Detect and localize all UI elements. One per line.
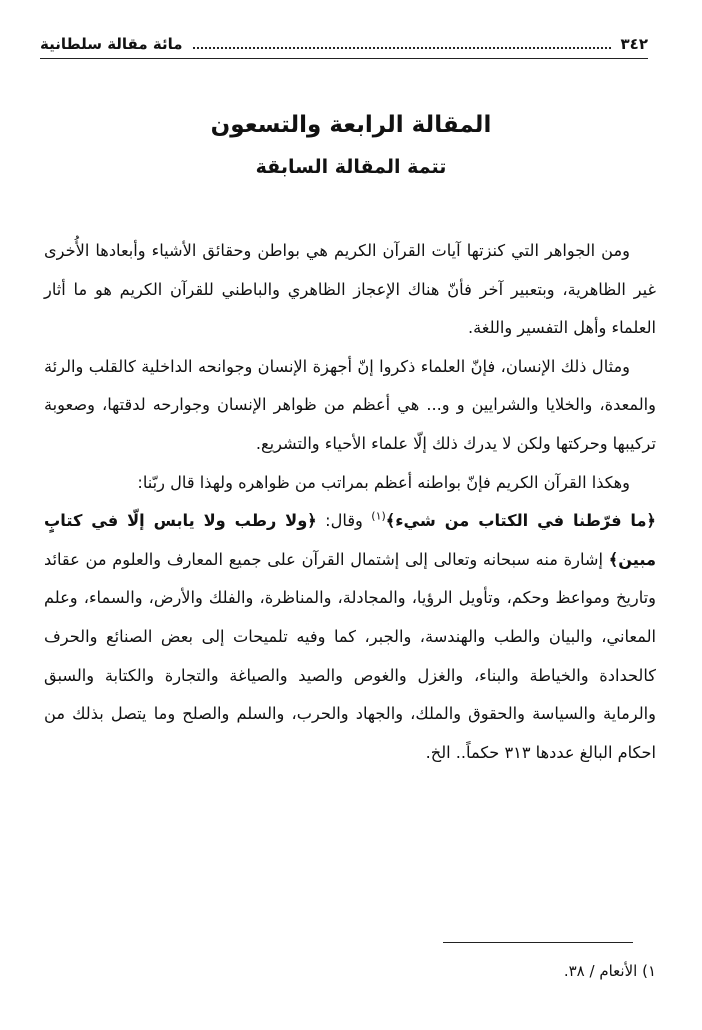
leader-dots	[193, 39, 611, 49]
running-header	[40, 34, 648, 54]
paragraph-1: ومن الجواهر التي كنزتها آيات القرآن الكريم هي بواطن وحقائق الأشياء وأبعادها الأُخرى غير الظاهرية، وبتعبير آخر فأنّ هناك الإعجاز الظاهري والباطني للقرآن الكريم هو ما أثار العلماء وأهل التفسير واللغة.	[44, 241, 656, 338]
book-title: مائة مقالة سلطانية	[40, 35, 183, 53]
page-number: ٣٤٢	[620, 35, 648, 53]
paragraph-3	[44, 464, 656, 503]
paragraph-3-continued	[44, 502, 656, 772]
article-title: المقالة الرابعة والتسعون	[210, 112, 492, 138]
footnote-ref[interactable]: (١)	[371, 509, 386, 523]
paragraph-3-intro: وهكذا القرآن الكريم فإنّ بواطنه أعظم بمراتب من ظواهره ولهذا قال ربّنا:	[137, 472, 630, 492]
article-body	[44, 232, 656, 772]
footnote: ١) الأنعام / ٣٨.	[563, 962, 656, 980]
header-rule	[40, 58, 648, 59]
footnote-rule	[443, 942, 633, 943]
paragraph-3-rest: إشارة منه سبحانه وتعالى إلى إشتمال القرآن على جميع المعارف والعلوم من عقائد وتاريخ ومواعظ وحكم، وتأويل الرؤيا، والمجادلة، والمناظرة، والفلك والأرض، والسماء، وعلم المعاني، والبيان والطب والهندسة، والجبر، كما وفيه تلميحات إلى بعض الصنائع والحرف كالحدادة والخياطة والبناء، والغزل والغوص والصيد والصياغة والتجارة والكتابة والسبق والرماية والسياسة والحقوق والملك، والجهاد والحرب، والسلم والصلح وما يتصل بذلك من احكام البالغ عددها ٣١٣ حكماً.. الخ.	[44, 549, 656, 762]
article-subtitle: تتمة المقالة السابقة	[255, 156, 447, 178]
quran-quote-1: ﴿ما فرّطنا في الكتاب من شيء﴾	[385, 511, 657, 531]
quran-quote-2: ﴿ولا رطب ولا يابس إلّا في كتابٍ مبين﴾	[44, 511, 656, 569]
quote-connector: وقال:	[316, 511, 372, 531]
paragraph-2: ومثال ذلك الإنسان، فإنّ العلماء ذكروا إنّ أجهزة الإنسان وجوانحه الداخلية كالقلب والرئة والمعدة، والخلايا والشرايين و و... هي أعظم من ظواهر الإنسان وجوارحه لدقتها، وصعوبة تركيبها وحركتها ولكن لا يدرك ذلك إلّا علماء الأحياء والتشريع.	[44, 356, 656, 453]
